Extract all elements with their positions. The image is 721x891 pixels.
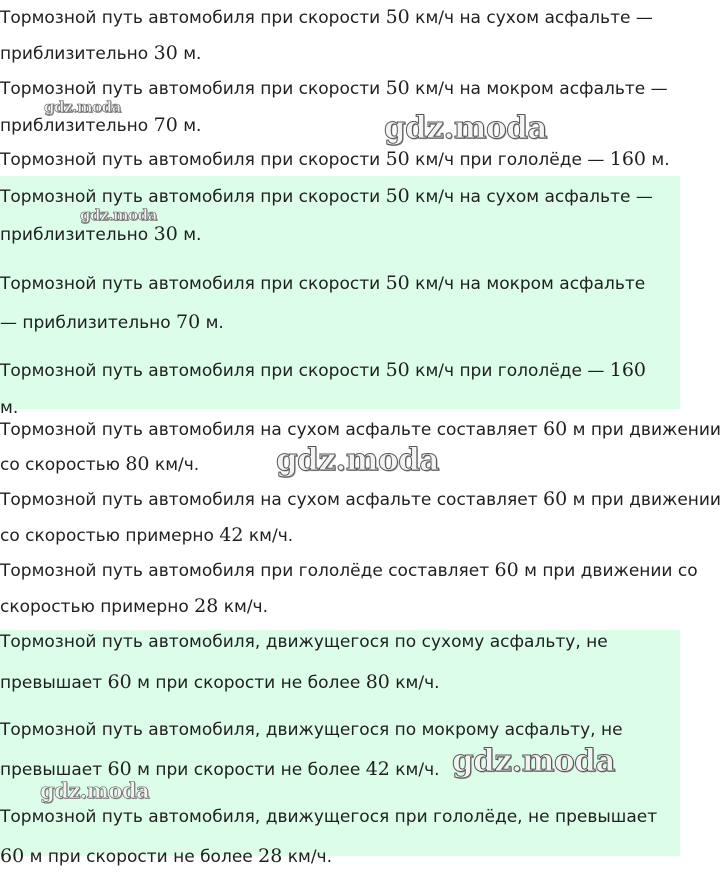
watermark-logo: gdz.moda <box>80 206 157 224</box>
text-line: со скоростью 80 км/ч. <box>0 453 200 475</box>
text-line: Тормозной путь автомобиля, движущегося по мокрому асфальту, не <box>0 720 623 740</box>
text-line: Тормозной путь автомобиля на сухом асфальте составляет 60 м при движении <box>0 488 721 510</box>
text-line: превышает 60 м при скорости не более 42 км/ч. <box>0 758 440 780</box>
text-line: Тормозной путь автомобиля при скорости 50 км/ч на сухом асфальте — <box>0 185 653 207</box>
text-line: Тормозной путь автомобиля при скорости 50 км/ч при гололёде — 160 м. <box>0 148 670 170</box>
text-line: Тормозной путь автомобиля при скорости 50 км/ч на мокром асфальте <box>0 272 646 294</box>
watermark-logo: gdz.moda <box>40 778 150 803</box>
text-line: превышает 60 м при скорости не более 80 км/ч. <box>0 671 440 693</box>
text-line: со скоростью примерно 42 км/ч. <box>0 524 294 546</box>
text-line: Тормозной путь автомобиля при скорости 50 км/ч на сухом асфальте — <box>0 6 653 28</box>
text-line: — приблизительно 70 м. <box>0 311 224 333</box>
watermark-logo: gdz.moda <box>384 110 547 146</box>
text-line: Тормозной путь автомобиля, движущегося по сухому асфальту, не <box>0 632 608 652</box>
text-line: Тормозной путь автомобиля при гололёде составляет 60 м при движении со <box>0 559 698 581</box>
text-line: скоростью примерно 28 км/ч. <box>0 595 268 617</box>
text-line: приблизительно 30 м. <box>0 42 202 64</box>
section-1 <box>0 0 680 176</box>
text-line: приблизительно 30 м. <box>0 223 202 245</box>
text-line: Тормозной путь автомобиля на сухом асфальте составляет 60 м при движении <box>0 418 721 440</box>
text-line: м. <box>0 398 19 418</box>
watermark-logo: gdz.moda <box>276 442 439 478</box>
text-line: приблизительно 70 м. <box>0 114 202 136</box>
watermark-logo: gdz.moda <box>44 98 121 116</box>
text-line: 60 м при скорости не более 28 км/ч. <box>0 845 332 867</box>
text-line: Тормозной путь автомобиля при скорости 50 км/ч при гололёде — 160 <box>0 359 647 381</box>
watermark-logo: gdz.moda <box>452 743 615 779</box>
text-line: Тормозной путь автомобиля при скорости 50 км/ч на мокром асфальте — <box>0 77 668 99</box>
text-line: Тормозной путь автомобиля, движущегося при гололёде, не превышает <box>0 807 658 827</box>
